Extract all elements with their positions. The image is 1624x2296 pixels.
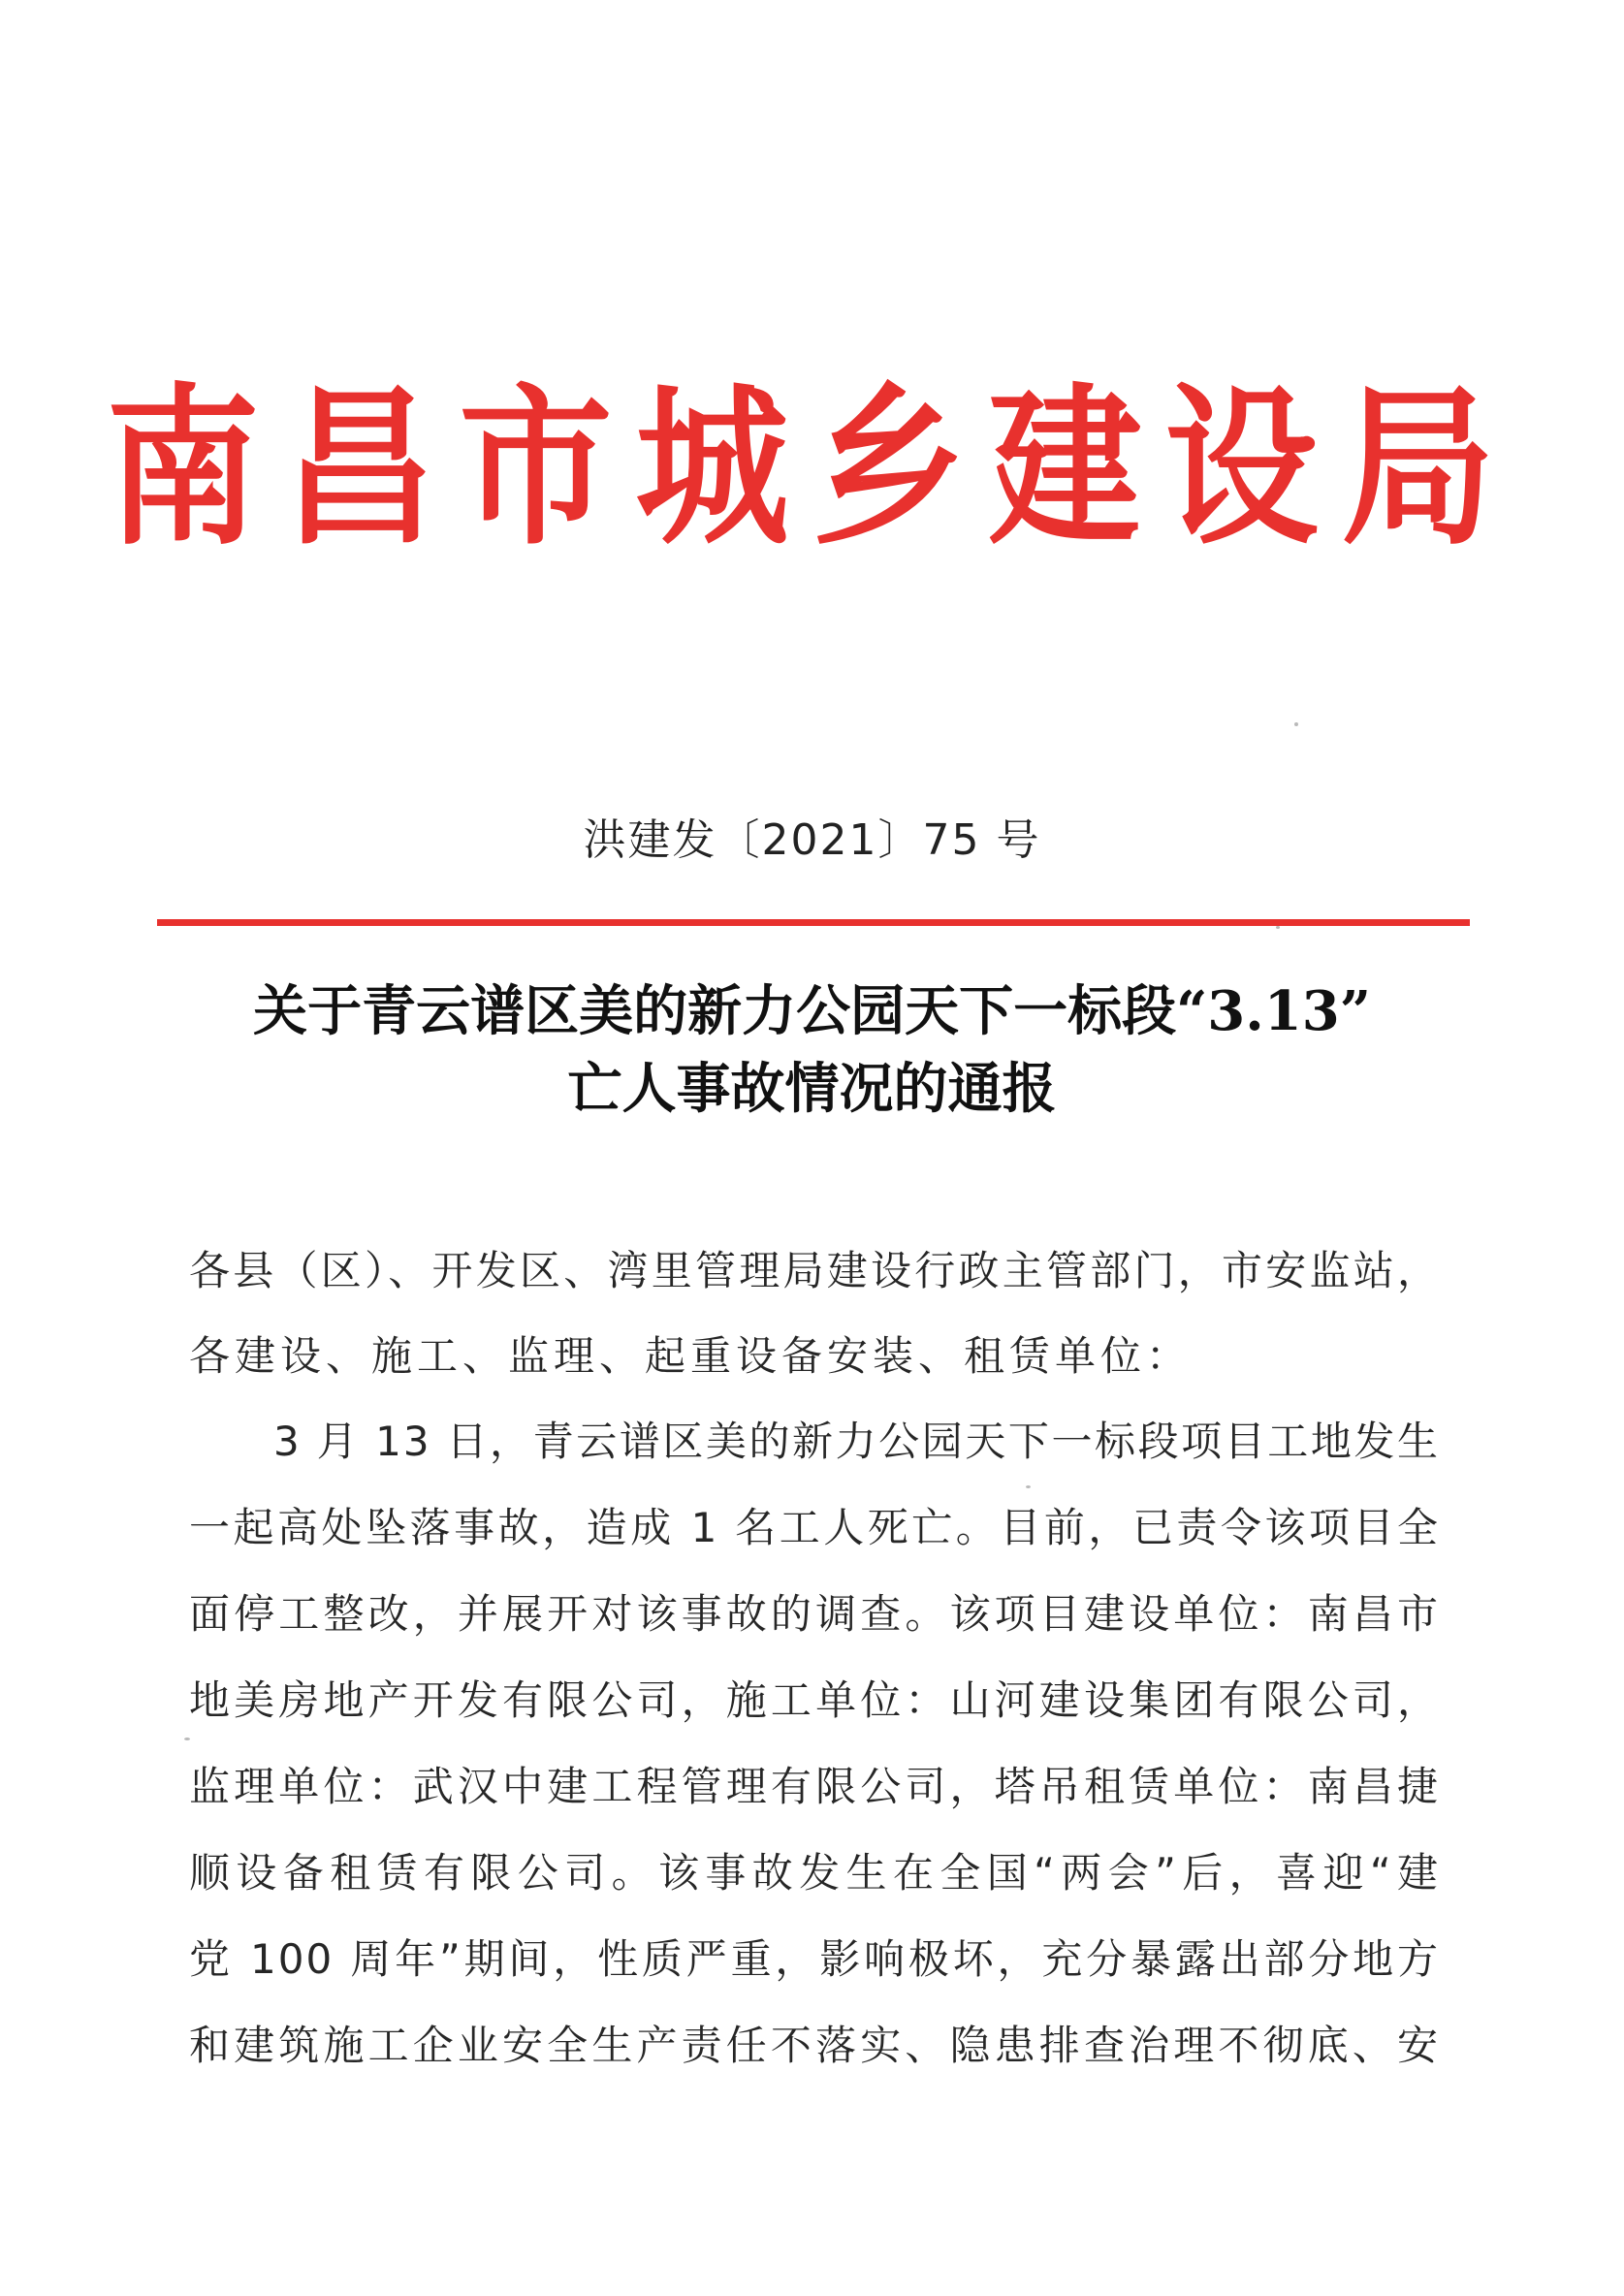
recipients-line-1: 各县（区）、开发区、湾里管理局建设行政主管部门，市安监站，: [189, 1247, 1440, 1294]
body-line: 一起高处坠落事故，造成 1 名工人死亡。目前，已责令该项目全: [189, 1504, 1440, 1551]
notice-title-line-1: 关于青云谱区美的新力公园天下一标段“3.13”: [253, 979, 1371, 1043]
red-divider-line: [157, 919, 1470, 926]
scan-speck: [184, 1738, 190, 1740]
scan-speck: [1276, 926, 1280, 929]
body-line: 地美房地产开发有限公司，施工单位：山河建设集团有限公司，: [189, 1676, 1440, 1724]
body-line: 面停工整改，并展开对该事故的调查。该项目建设单位：南昌市: [189, 1590, 1440, 1638]
body-line: 和建筑施工企业安全生产责任不落实、隐患排查治理不彻底、安: [189, 2022, 1440, 2069]
issuer-header: 南昌市城乡建设局: [106, 368, 1518, 569]
body-line: 党 100 周年”期间，性质严重，影响极坏，充分暴露出部分地方: [189, 1935, 1440, 1983]
scan-speck: [1026, 1485, 1031, 1488]
document-number: 洪建发〔2021〕75 号: [583, 815, 1041, 865]
scan-speck: [1294, 722, 1298, 726]
body-line: 3 月 13 日，青云谱区美的新力公园天下一标段项目工地发生: [273, 1418, 1440, 1465]
body-line: 顺设备租赁有限公司。该事故发生在全国“两会”后，喜迎“建: [189, 1849, 1440, 1897]
notice-title-line-2: 亡人事故情况的通报: [567, 1057, 1057, 1121]
recipients-line-2: 各建设、施工、监理、起重设备安装、租赁单位：: [189, 1332, 1193, 1380]
body-line: 监理单位：武汉中建工程管理有限公司，塔吊租赁单位：南昌捷: [189, 1763, 1440, 1810]
